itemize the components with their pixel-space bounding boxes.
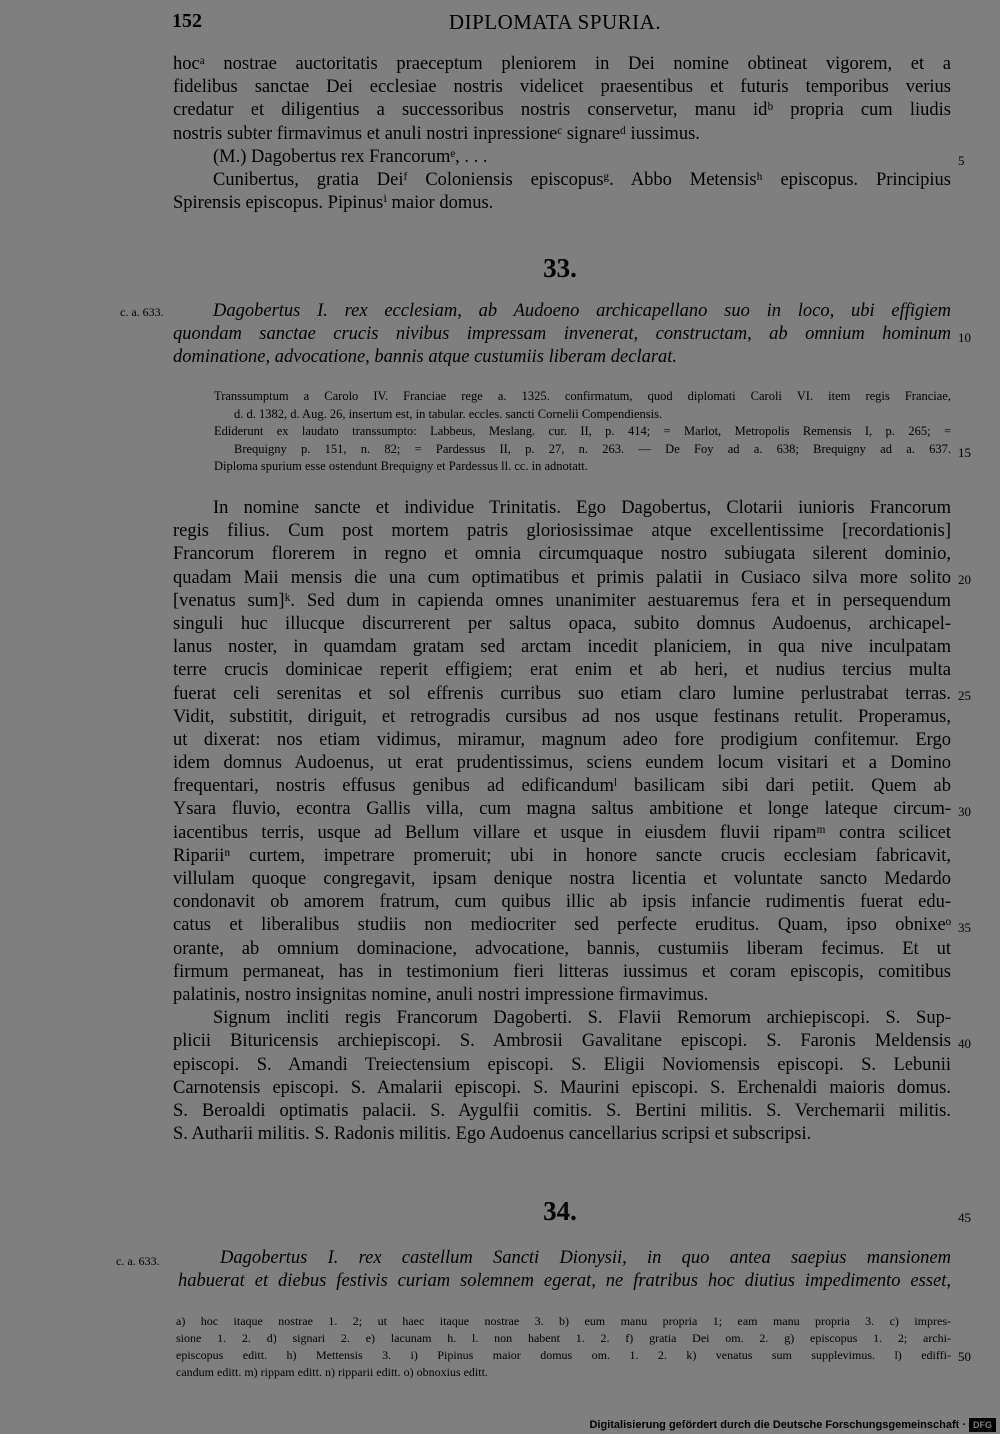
line-number: 15 — [958, 445, 971, 460]
text-line: Ripariiⁿ curtem, impetrare promeruit; ubi in honore sancte crucis ecclesiam fabricavit, — [173, 845, 951, 866]
text-line: fidelibus sanctae Dei ecclesiae nostris videlicet praesentibus et futuris temporibus verius — [173, 77, 951, 98]
note-line: Ediderunt ex laudato transsumpto: Labbeus, Meslang. cur. II, p. 414; = Marlot, Metropolis Remensis I, p. 265; = — [214, 424, 951, 438]
footnote-line: candum editt. m) rippam editt. n) ripparii editt. o) obnoxius editt. — [176, 1365, 488, 1379]
line-number: 35 — [958, 920, 971, 935]
note-line: Diploma spurium esse ostendunt Brequigny et Pardessus ll. cc. in adnotatt. — [214, 459, 588, 473]
regest-line: dominatione, advocatione, bannis atque custumiis liberam declarat. — [173, 347, 678, 368]
regest-34 — [178, 1247, 951, 1293]
line-number: 40 — [958, 1036, 971, 1051]
running-title: DIPLOMATA SPURIA. — [448, 10, 662, 34]
edition-notes — [214, 388, 951, 476]
text-line: regis filius. Cum post mortem patris gloriosissimae atque excellentissime [recordationis] — [173, 521, 951, 542]
text-line: plicii Bituricensis archiepiscopi. S. Ambrosii Gavalitane episcopi. S. Faronis Meldensis — [173, 1031, 951, 1052]
top-text-block — [173, 53, 951, 215]
text-line: Carnotensis episcopi. S. Amalarii episcopi. S. Maurini episcopi. S. Erchenaldi maioris domus. — [173, 1077, 951, 1098]
line-number: 20 — [958, 572, 971, 587]
text-line: condonavit ob amorem fratrum, cum quibus illic ab ipsis infancie rudimentis fuerat edu- — [173, 892, 951, 913]
line-number: 50 — [958, 1349, 971, 1364]
line-number: 30 — [958, 804, 971, 819]
footnote-line: sione 1. 2. d) signari 2. e) lacunam h. l. non habent 1. 2. f) gratia Dei om. 2. g) episcopus 1. 2; archi- — [176, 1331, 951, 1345]
text-line: Signum incliti regis Francorum Dagoberti. S. Flavii Remorum archiepiscopi. S. Sup- — [213, 1008, 951, 1029]
text-line: iacentibus terris, usque ad Bellum villare et usque in eiusdem fluvii ripamᵐ contra scilicet — [173, 822, 951, 843]
line-number: 5 — [958, 153, 965, 168]
footnote-line: a) hoc itaque nostrae 1. 2; ut haec itaque nostrae 3. b) eum manu propria 1; eam manu propria 3. c) impres- — [176, 1314, 951, 1328]
text-line: [venatus sum]ᵏ. Sed dum in capienda omnes unanimiter aestuaremus fera et in persequendum — [173, 590, 951, 611]
page-number: 152 — [172, 10, 202, 32]
text-line: firmum permaneat, has in testimonium fieri litteras iussimus et coram episcopis, comitibus — [173, 961, 951, 982]
text-line: orante, ab omnium dominacione, advocatione, bannis, custumiis liberam fecimus. Et ut — [173, 938, 951, 959]
document-number: 33. — [543, 253, 577, 283]
text-line: hocᵃ nostrae auctoritatis praeceptum pleniorem in Dei nomine obtineat vigorem, et a — [173, 54, 951, 74]
note-line: d. d. 1382, d. Aug. 26, insertum est, in tabular. eccles. sancti Cornelii Compendiensis. — [234, 406, 663, 421]
text-line: villulam quoque congregavit, ipsam denique nostra licentia et voluntate sancto Medardo — [173, 869, 951, 889]
text-line: frequentari, nostris effusus genibus ad edificandumˡ basilicam sibi dari petiit. Quem ab — [173, 776, 951, 797]
footnote-line: episcopus editt. h) Mettensis 3. i) Pipinus maior domus om. 1. 2. k) venatus sum supplevimus. l) ediffi- — [176, 1348, 951, 1362]
text-line: In nomine sancte et individue Trinitatis. Ego Dagobertus, Clotarii iunioris Francorum — [213, 498, 951, 518]
text-line: Francorum florerem in regno et omnia circumquaque nostro subiugata silerent dominio, — [173, 544, 951, 565]
date-margin: c. a. 633. — [120, 305, 164, 319]
footnotes — [176, 1313, 951, 1381]
text-line: S. Autharii militis. S. Radonis militis. Ego Audoenus cancellarius scripsi et subscripsi. — [173, 1124, 812, 1145]
line-number: 25 — [958, 688, 971, 703]
line-number: 10 — [958, 330, 971, 345]
text-line: Ysara fluvio, econtra Gallis villa, cum magna saltus ambitione et longe lateque circum- — [173, 799, 951, 820]
text-line: credatur et diligentius a successoribus nostris conservetur, manu idᵇ propria cum liudis — [173, 100, 951, 121]
text-line: ut dixerat: nos etiam vidimus, miramur, magnum adeo fore prodigium confitemur. Ergo — [173, 729, 951, 750]
text-line: Vidit, substitit, diriguit, et retrogradis cursibus ad nos usque festinans retulit. Properamus, — [173, 706, 951, 727]
digitization-credit — [589, 1418, 996, 1432]
document-number: 34. — [543, 1196, 577, 1226]
date-margin: c. a. 633. — [116, 1254, 160, 1268]
line-number: 45 — [958, 1210, 971, 1225]
text-line: singuli huc illucque discurrerent per saltus opaca, subito domnus Audoenus, archicapel- — [173, 613, 951, 634]
regest-line: Dagobertus I. rex ecclesiam, ab Audoeno archicapellano suo in loco, ubi effigiem — [213, 301, 951, 321]
text-line: quadam Maii mensis die una cum optimatibus et primis palatii in Cusiaco silva more solito — [173, 567, 951, 588]
charter-text — [173, 497, 951, 1146]
regest-33 — [173, 300, 951, 370]
dfg-logo: DFG — [969, 1418, 996, 1432]
text-line: Cunibertus, gratia Deiᶠ Coloniensis episcopusᵍ. Abbo Metensisʰ episcopus. Principius — [213, 169, 951, 190]
credit-text: Digitalisierung gefördert durch die Deutsche Forschungsgemeinschaft · — [589, 1419, 966, 1431]
text-line: catus et liberalibus studiis non mediocriter sed perfecte eruditus. Quam, ipso obnixeᵒ — [173, 915, 951, 936]
regest-line: habuerat et diebus festivis curiam solemnem egerat, ne fratribus hoc diutius impedimento esset, — [178, 1271, 951, 1292]
text-line: idem domnus Audoenus, ut erat prudentissimus, sciens eundem locum visitari et a Domino — [173, 753, 951, 774]
text-line: Spirensis episcopus. Pipinusⁱ maior domus. — [173, 193, 494, 214]
regest-line: quondam sanctae crucis nivibus impressam invenerat, constructam, ab omnium hominum — [173, 324, 951, 345]
text-line: terre crucis dominicae reperit effigiem; erat enim et ab heri, et nudius tercius multa — [173, 660, 951, 681]
text-line: palatinis, nostro insignitas nomine, anuli nostri impressione firmavimus. — [173, 984, 709, 1005]
text-line: episcopi. S. Amandi Treiectensium episcopi. S. Eligii Noviomensis episcopi. S. Lebunii — [173, 1054, 951, 1075]
text-line: nostris subter firmavimus et anuli nostri inpressioneᶜ signareᵈ iussimus. — [173, 123, 700, 144]
text-line: (M.) Dagobertus rex Francorumᵉ, . . . — [213, 146, 488, 167]
text-line: fuerat celi serenitas et sol effrenis curribus suo etiam claro lumine perlustrabat terras. — [173, 683, 951, 704]
note-line: Brequigny p. 151, n. 82; = Pardessus II, p. 27, n. 263. — De Foy ad a. 638; Brequigny ad a. 637. — [234, 441, 951, 456]
regest-line: Dagobertus I. rex castellum Sancti Dionysii, in quo antea saepius mansionem — [220, 1248, 951, 1268]
text-line: lanus noster, in quamdam gratam sed arctam incedit planiciem, in qua nive inculpatam — [173, 637, 951, 658]
note-line: Transsumptum a Carolo IV. Franciae rege a. 1325. confirmatum, quod diplomati Caroli VI. item regis Franciae, — [214, 389, 951, 403]
text-line: S. Beroaldi optimatis palacii. S. Aygulfii comitis. S. Bertini militis. S. Verchemarii militis. — [173, 1100, 951, 1121]
